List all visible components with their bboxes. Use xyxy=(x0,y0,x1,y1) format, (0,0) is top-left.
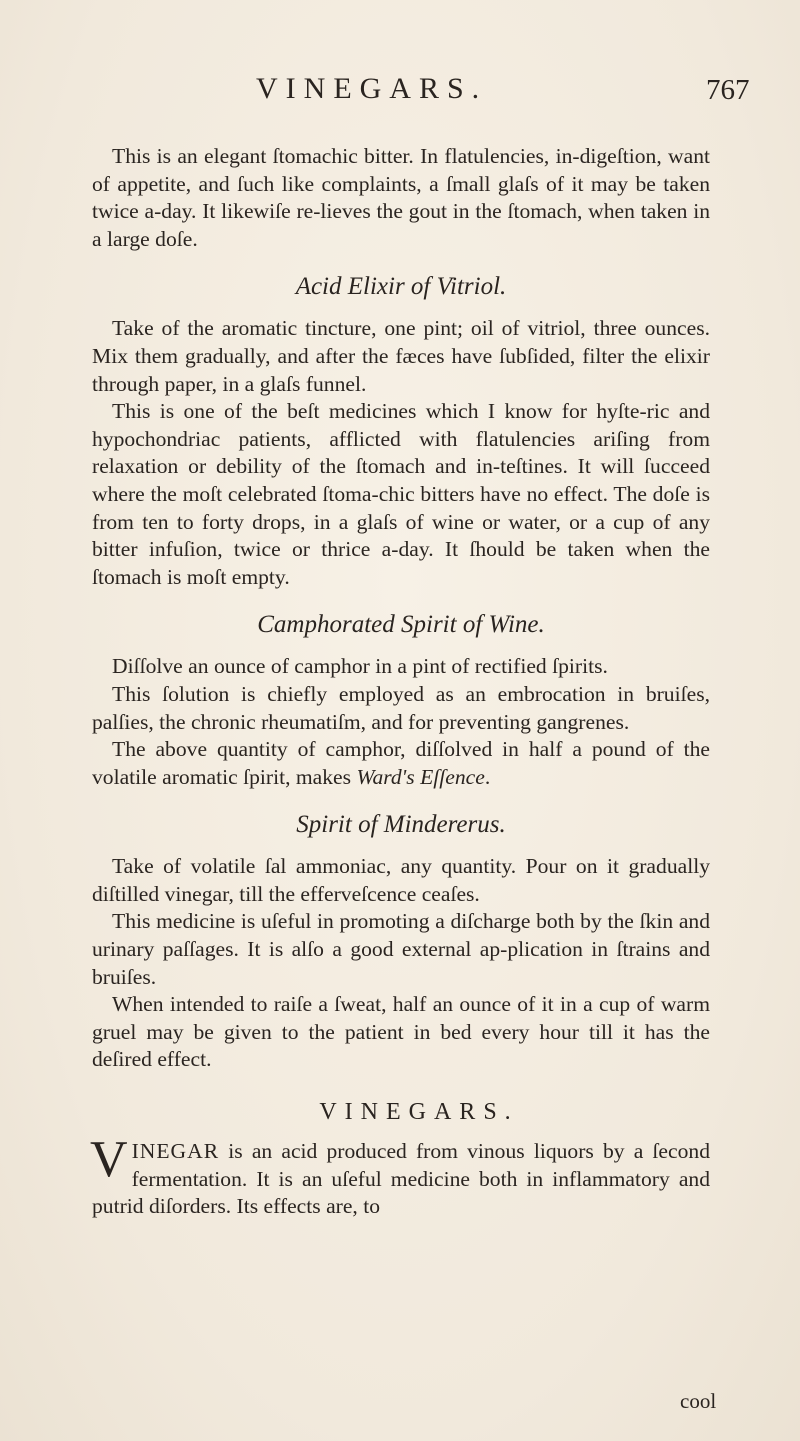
mindererus-sweat: When intended to raiſe a ſweat, half an ounce of it in a cup of warm gruel may be given to the patient in bed every hour till it has the deſired effect. xyxy=(92,992,710,1072)
camphorated-recipe: Diſſolve an ounce of camphor in a pint of rectified ſpirits. xyxy=(112,654,608,679)
camphorated-wards-essence xyxy=(92,736,710,791)
vinegars-intro xyxy=(90,1131,710,1221)
running-title: VINEGARS. xyxy=(256,72,488,105)
page-number: 767 xyxy=(706,74,750,106)
intro-paragraph: This is an elegant ſtomachic bitter. In flatulencies, in-digeſtion, want of appetite, and ſuch like complaints, a ſmall glaſs of it may be taken twice a-day. It likewiſe re-lieves the gout in the ſtomach, when taken in a large doſe. xyxy=(92,144,710,251)
wards-essence-text: The above quantity of camphor, diſſolved in half a pound of the volatile aromatic ſpirit, makes xyxy=(92,737,710,789)
acid-elixir-recipe: Take of the aromatic tincture, one pint; oil of vitriol, three ounces. Mix them gradually, and after the fæces have ſubſided, filter the elixir through paper, in a glaſs funnel. xyxy=(92,316,710,396)
heading-spirit-of-mindererus: Spirit of Mindererus. xyxy=(296,811,506,839)
drop-cap: V xyxy=(90,1131,128,1189)
acid-elixir-notes: This is one of the beſt medicines which I know for hyſte-ric and hypochondriac patients, afflicted with flatulencies ariſing from relaxation or debility of the ſtomach and in-teſtines. It will ſucceed where the moſt celebrated ſtoma-chic bitters have no effect. The doſe is from ten to forty drops, in a glaſs of wine or water, or a cup of any bitter infuſion, twice or thrice a-day. It ſhould be taken when the ſtomach is moſt empty. xyxy=(92,399,710,589)
running-head xyxy=(0,72,800,112)
camphorated-uses: This ſolution is chiefly employed as an embrocation in bruiſes, palſies, the chronic rheumatiſm, and for preventing gangrenes. xyxy=(92,681,710,734)
section-title-vinegars: VINEGARS. xyxy=(319,1099,519,1126)
catchword: cool xyxy=(680,1389,717,1413)
mindererus-uses: This medicine is uſeful in promoting a diſcharge both by the ſkin and urinary paſſages. It is alſo a good external ap-plication in ſtrains and bruiſes. xyxy=(92,909,710,989)
heading-camphorated-spirit: Camphorated Spirit of Wine. xyxy=(257,611,545,639)
first-word: INEGAR xyxy=(131,1139,220,1164)
vinegars-intro-text: is an acid produced from vinous liquors by a ſecond fermentation. It is an uſeful medicine both in inflammatory and putrid diſorders. Its effects are, to xyxy=(92,1139,710,1219)
text-block xyxy=(92,143,710,1221)
mindererus-recipe: Take of volatile ſal ammoniac, any quantity. Pour on it gradually diſtilled vinegar, till the effervеſcence ceaſes. xyxy=(92,854,710,906)
wards-essence-name: Ward's Eſſence xyxy=(356,764,485,789)
wards-essence-end: . xyxy=(484,764,491,789)
heading-acid-elixir: Acid Elixir of Vitriol. xyxy=(295,273,507,301)
